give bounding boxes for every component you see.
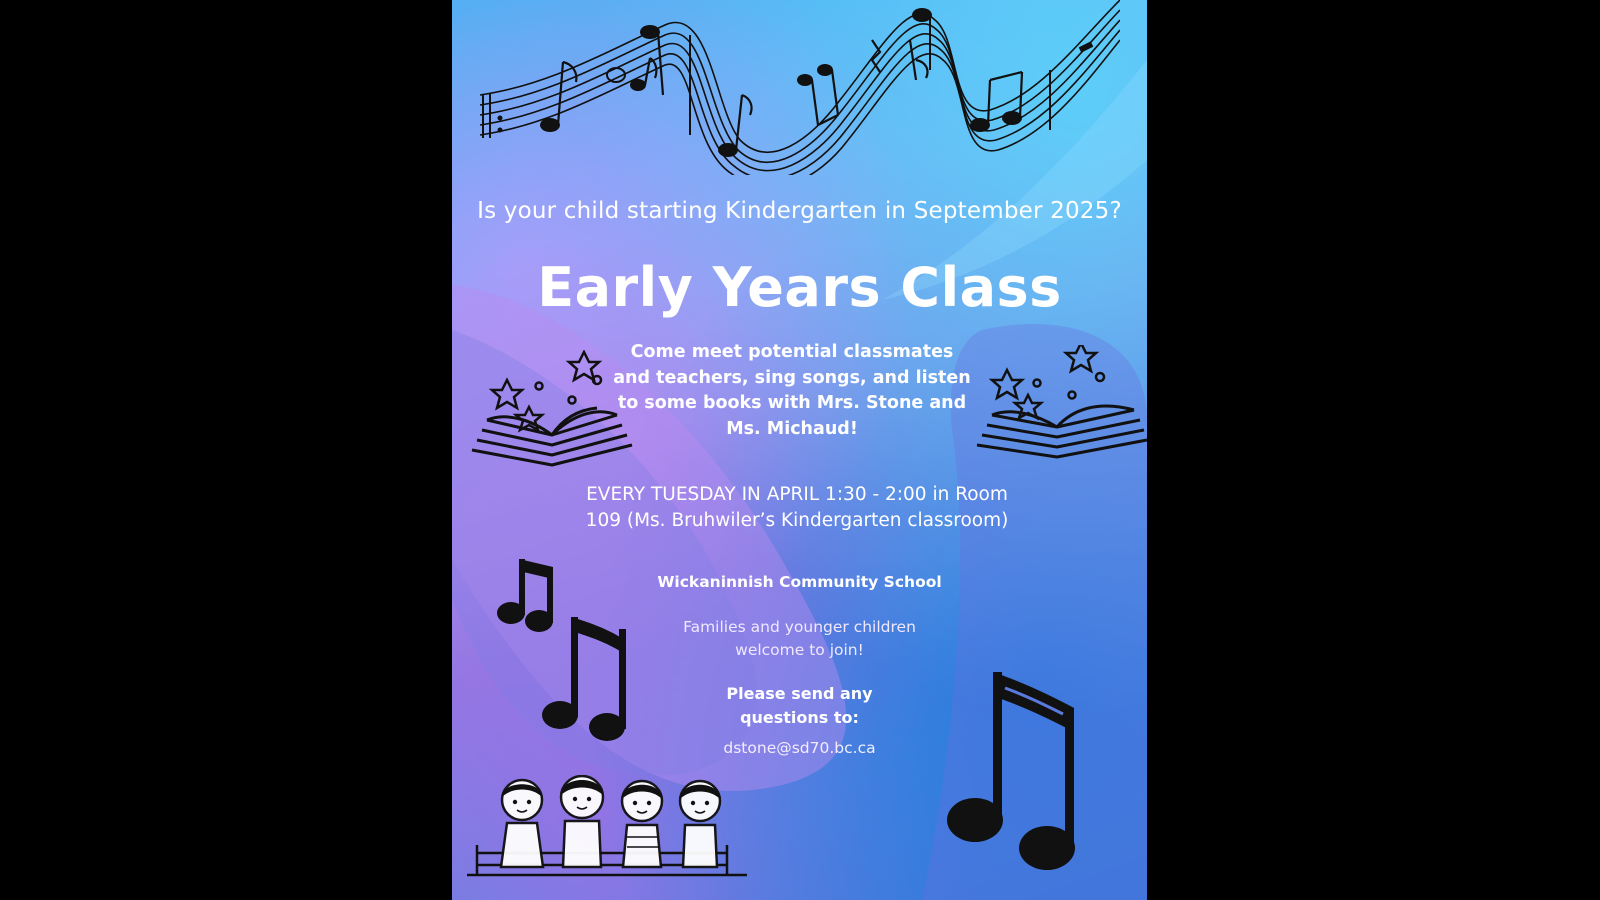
- schedule-text: EVERY TUESDAY IN APRIL 1:30 - 2:00 in Room 109 (Ms. Bruhwiler’s Kindergarten classroom): [585, 484, 1009, 531]
- families-note: Families and younger children welcome to join!: [683, 618, 916, 659]
- intro-text: Come meet potential classmates and teachers, sing songs, and listen to some books with Mrs. Stone and Ms. Michaud!: [613, 342, 971, 439]
- open-book-icon: [972, 345, 1147, 470]
- kindergarten-question: Is your child starting Kindergarten in September 2025?: [477, 198, 1122, 224]
- page-title: Early Years Class: [537, 256, 1062, 319]
- music-note-icon: [947, 670, 1097, 880]
- questions-prompt: Please send any questions to:: [726, 684, 873, 727]
- children-icon: [467, 775, 747, 880]
- school-name: Wickaninnish Community School: [657, 573, 942, 591]
- contact-email: dstone@sd70.bc.ca: [723, 739, 876, 757]
- music-staff-icon: [480, 0, 1120, 175]
- flyer: [452, 0, 1147, 900]
